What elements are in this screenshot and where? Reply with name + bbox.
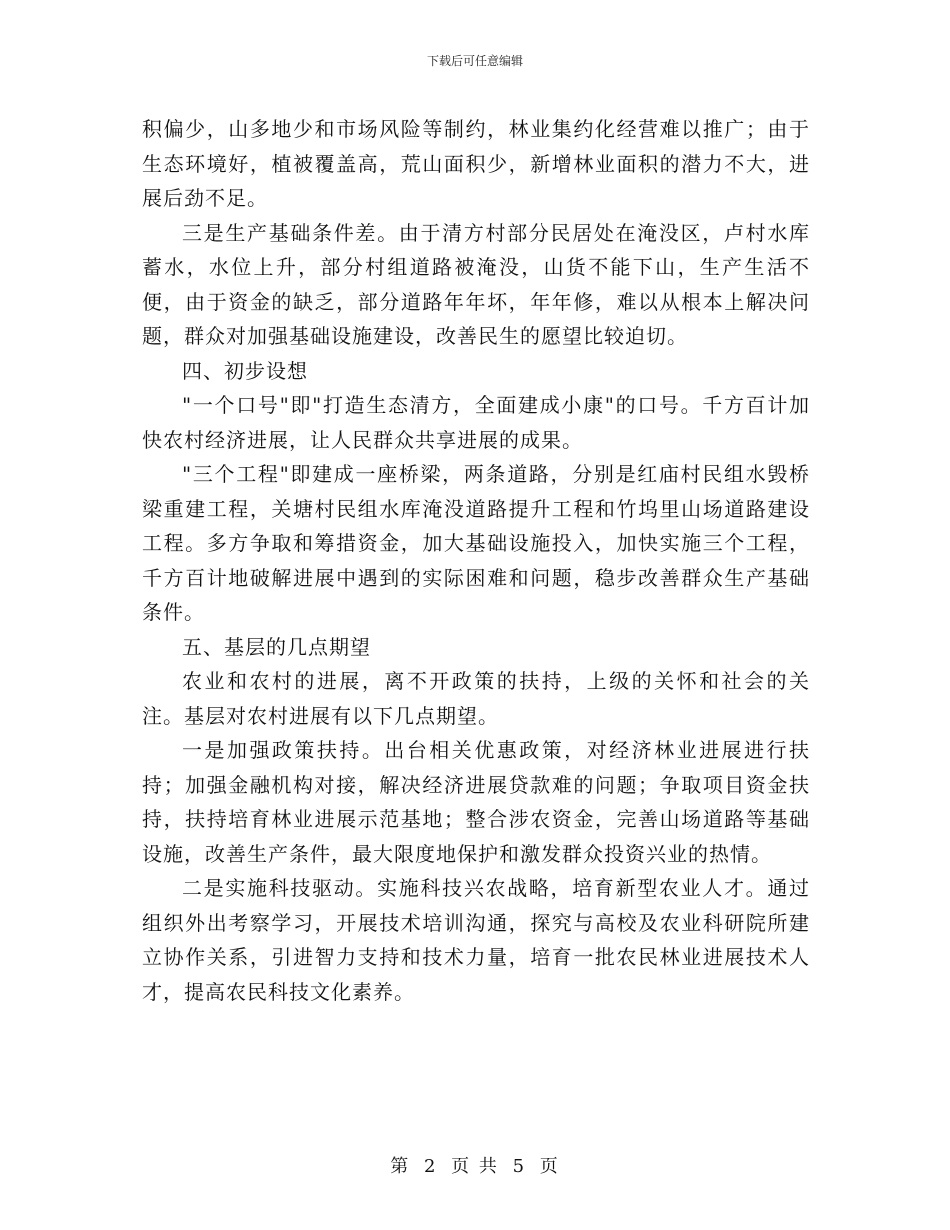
section-heading: 五、基层的几点期望 — [182, 634, 371, 659]
paragraph: 三是生产基础条件差。由于清方村部分民居处在淹没区，卢村水库蓄水，水位上升，部分村组道路被淹没，山货不能下山，生产生活不便，由于资金的缺乏，部分道路年年坏，年年修，难以从根本上解决问题，群众对加强基础设施建设，改善民生的愿望比较迫切。 — [142, 220, 810, 348]
page-footer — [0, 1152, 950, 1178]
footer-suffix: 页 — [539, 1156, 560, 1177]
paragraph: 农业和农村的进展，离不开政策的扶持，上级的关怀和社会的关注。基层对农村进展有以下几点期望。 — [142, 669, 810, 728]
paragraph: 二是实施科技驱动。实施科技兴农战略，培育新型农业人才。通过组织外出考察学习，开展技术培训沟通，探究与高校及农业科研院所建立协作关系，引进智力支持和技术力量，培育一批农民林业进展技术人才，提高农民科技文化素养。 — [142, 876, 810, 1004]
paragraph: 一是加强政策扶持。出台相关优惠政策，对经济林业进展进行扶持；加强金融机构对接，解决经济进展贷款难的问题；争取项目资金扶持，扶持培育林业进展示范基地；整合涉农资金，完善山场道路等基础设施，改善生产条件，最大限度地保护和激发群众投资兴业的热情。 — [142, 738, 810, 866]
document-body — [142, 112, 810, 1009]
section-heading: 四、初步设想 — [182, 358, 308, 383]
paragraph: "一个口号"即"打造生态清方，全面建成小康"的口号。千方百计加快农村经济进展，让人民群众共享进展的成果。 — [142, 393, 810, 452]
paragraph: "三个工程"即建成一座桥梁，两条道路，分别是红庙村民组水毁桥梁重建工程，关塘村民组水库淹没道路提升工程和竹坞里山场道路建设工程。多方争取和筹措资金，加大基础设施投入，加快实施三个工程，千方百计地破解进展中遇到的实际困难和问题，稳步改善群众生产基础条件。 — [142, 462, 810, 624]
total-page-number: 5 — [512, 1156, 527, 1177]
footer-prefix: 第 — [390, 1156, 411, 1177]
header-note: 下载后可任意编辑 — [426, 54, 523, 68]
paragraph-continued: 积偏少，山多地少和市场风险等制约，林业集约化经营难以推广；由于生态环境好，植被覆盖高，荒山面积少，新增林业面积的潜力不大，进展后劲不足。 — [142, 117, 810, 210]
current-page-number: 2 — [423, 1156, 438, 1177]
footer-middle: 页 共 — [451, 1156, 499, 1177]
